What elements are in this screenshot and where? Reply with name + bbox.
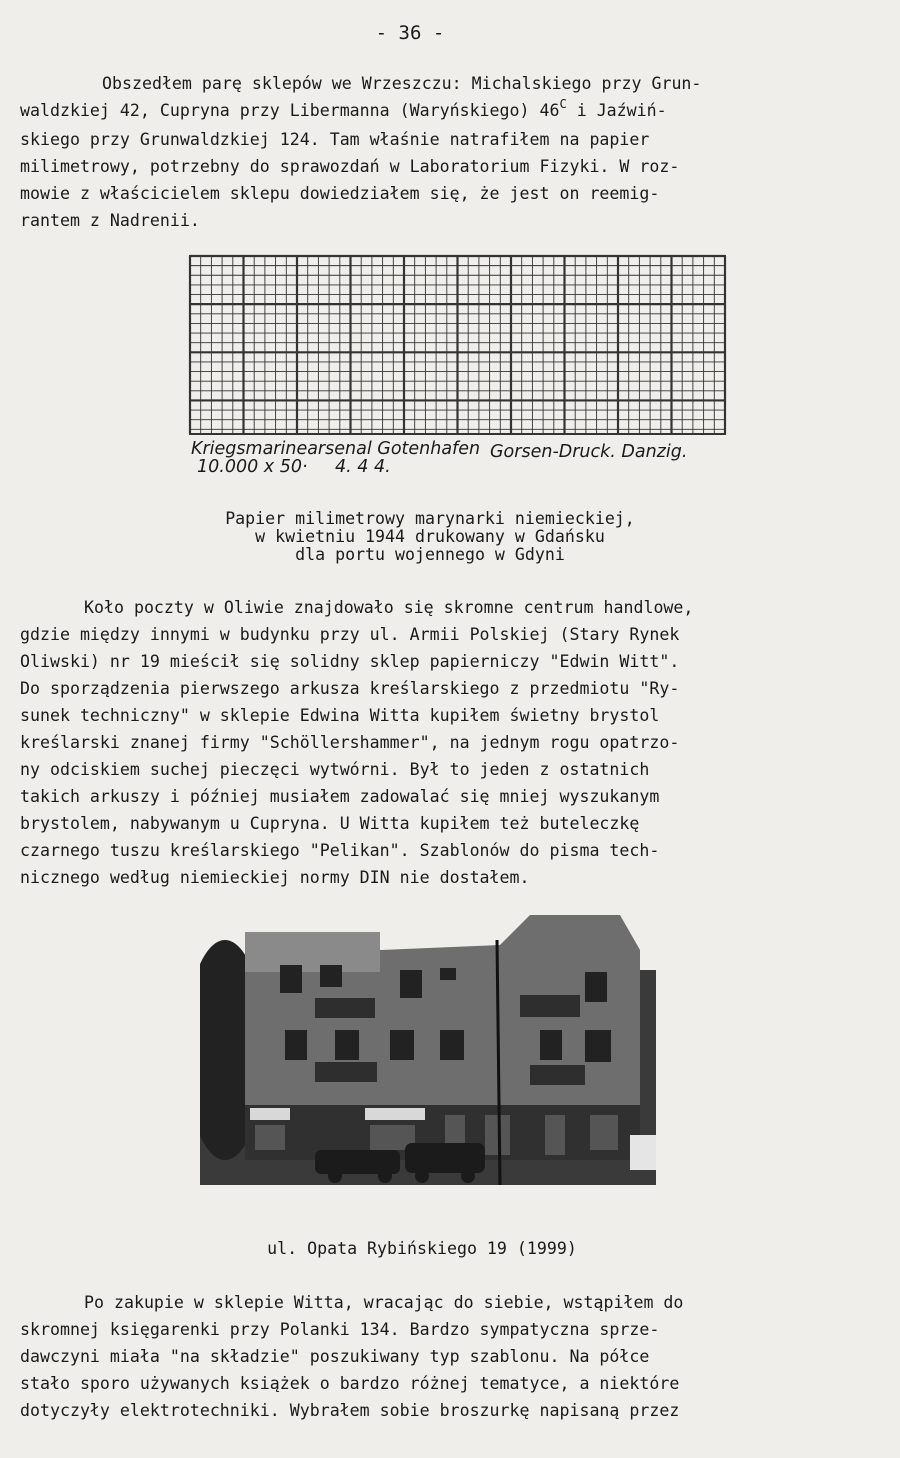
paragraph-1-line: milimetrowy, potrzebny do sprawozdań w Laboratorium Fizyki. W roz-	[20, 157, 680, 176]
paragraph-3-line: dawczyni miała "na składzie" poszukiwany typ szablonu. Na półce	[20, 1347, 650, 1366]
caption-line: dla portu wojennego w Gdyni	[295, 545, 565, 564]
paper-label-quantity: 10.000 x 50·	[197, 457, 308, 473]
paragraph-2-line: gdzie między innymi w budynku przy ul. Armii Polskiej (Stary Rynek	[20, 625, 680, 644]
millimetre-paper-figure	[185, 248, 730, 473]
paragraph-2-line: brystolem, nabywanym u Cupryna. U Witta kupiłem też buteleczkę	[20, 814, 640, 833]
paragraph-2-line: kreślarski znanej firmy "Schöllershammer", na jednym rogu opatrzo-	[20, 733, 680, 752]
paragraph-3-line: stało sporo używanych książek o bardzo różnej tematyce, a niektóre	[20, 1374, 680, 1393]
paragraph-1	[20, 70, 878, 234]
superscript: C	[559, 97, 567, 111]
caption-line: Papier milimetrowy marynarki niemieckiej,	[225, 509, 635, 528]
paragraph-3	[20, 1289, 878, 1424]
paragraph-1-line: waldzkiej 42, Cupryna przy Libermanna (Waryńskiego) $46^C$ i Jaźwiń-	[20, 97, 667, 120]
major-grid	[190, 256, 725, 434]
paragraph-2-line: Do sporządzenia pierwszego arkusza kreślarskiego z przedmiotu "Ry-	[20, 679, 680, 698]
figure-2-caption: ul. Opata Rybińskiego 19 (1999)	[267, 1239, 577, 1258]
figure-1-caption	[0, 510, 860, 564]
paragraph-1-line: skiego przy Grunwaldzkiej 124. Tam właśnie natrafiłem na papier	[20, 130, 650, 149]
paragraph-2-line: Koło poczty w Oliwie znajdowało się skromne centrum handlowe,	[84, 598, 694, 617]
paragraph-1-line: Obszedłem parę sklepów we Wrzeszczu: Michalskiego przy Grun-	[102, 74, 702, 93]
paragraph-1-line: rantem z Nadrenii.	[20, 211, 200, 230]
paragraph-1-line: mowie z właścicielem sklepu dowiedziałem się, że jest on reemig-	[20, 184, 660, 203]
paper-label-arsenal: Kriegsmarinearsenal Gotenhafen	[191, 439, 481, 459]
page-number: - 36 -	[375, 22, 445, 44]
paragraph-2-line: takich arkuszy i później musiałem zadowalać się mniej wyszukanym	[20, 787, 660, 806]
building-photo	[200, 910, 656, 1185]
paragraph-2-line: ny odciskiem suchej pieczęci wytwórni. Był to jeden z ostatnich	[20, 760, 650, 779]
paragraph-3-line: dotyczyły elektrotechniki. Wybrałem sobie broszurkę napisaną przez	[20, 1401, 680, 1420]
paper-label-date: 4. 4 4.	[335, 457, 391, 473]
paper-label-printer: Gorsen-Druck. Danzig.	[490, 442, 688, 462]
paragraph-2-line: nicznego według niemieckiej normy DIN nie dostałem.	[20, 868, 530, 887]
paragraph-2-line: czarnego tuszu kreślarskiego "Pelikan". Szablonów do pisma tech-	[20, 841, 660, 860]
paragraph-3-line: Po zakupie w sklepie Witta, wracając do siebie, wstąpiłem do	[84, 1293, 684, 1312]
caption-line: w kwietniu 1944 drukowany w Gdańsku	[255, 527, 605, 546]
paragraph-2-line: sunek techniczny" w sklepie Edwina Witta kupiłem świetny brystol	[20, 706, 660, 725]
paragraph-2	[20, 594, 878, 891]
paragraph-2-line: Oliwski) nr 19 mieścił się solidny sklep papierniczy "Edwin Witt".	[20, 652, 680, 671]
paragraph-3-line: skromnej księgarenki przy Polanki 134. Bardzo sympatyczna sprze-	[20, 1320, 660, 1339]
